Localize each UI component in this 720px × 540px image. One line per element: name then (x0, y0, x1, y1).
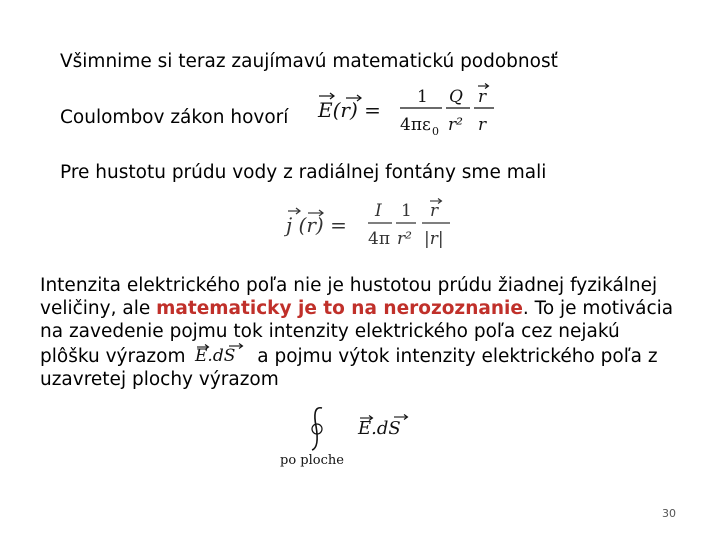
flux-expression (193, 343, 249, 367)
paragraph-text-3: a pojmu výtok intenzity elektrického poľa z uzavretej plochy výrazom (40, 346, 658, 390)
paragraph-text-2: . To je motivácia na zavedenie pojmu tok intenzity elektrického poľa cez nejakú plôšku výrazom (40, 298, 674, 367)
fountain-num2: 1 (401, 201, 412, 221)
coulomb-num3: r (478, 87, 487, 107)
fountain-num1: I (375, 201, 382, 221)
integral-sign (312, 408, 322, 450)
integral-expression: E.dS (358, 418, 401, 439)
fountain-den3: |r| (424, 229, 444, 249)
svg-text:E.dS: E.dS (195, 346, 236, 366)
fountain-den2: r² (397, 229, 412, 249)
coulomb-num2: Q (449, 87, 463, 107)
surface-integral-formula (276, 402, 416, 470)
formula-j-symbol: j (r) = (286, 213, 347, 237)
slide-number: 30 (662, 507, 676, 520)
highlight-text: matematicky je to na nerozoznanie (156, 298, 523, 319)
coulomb-den3: r (478, 115, 487, 135)
formula-e-symbol: E(r) = (318, 98, 381, 122)
fountain-num3: r (430, 201, 439, 221)
coulomb-formula (316, 80, 506, 138)
paragraph-text-1: Intenzita elektrického poľa nie je hustotou prúdu žiadnej fyzikálnej veličiny, ale (40, 275, 658, 319)
intro-line: Všimnime si teraz zaujímavú matematickú podobnosť (60, 51, 558, 72)
coulomb-den2: r² (448, 115, 463, 135)
coulomb-den1-sub: 0 (432, 125, 439, 138)
fountain-formula (284, 196, 464, 252)
coulomb-num1: 1 (417, 87, 428, 107)
coulomb-den1: 4πε (400, 115, 431, 135)
fountain-den1: 4π (368, 229, 390, 249)
integral-subscript: po ploche (280, 453, 344, 468)
coulomb-law-label: Coulombov zákon hovorí (60, 107, 289, 128)
fountain-label: Pre hustotu prúdu vody z radiálnej fontány sme mali (60, 162, 547, 183)
explanation-paragraph (40, 274, 680, 391)
